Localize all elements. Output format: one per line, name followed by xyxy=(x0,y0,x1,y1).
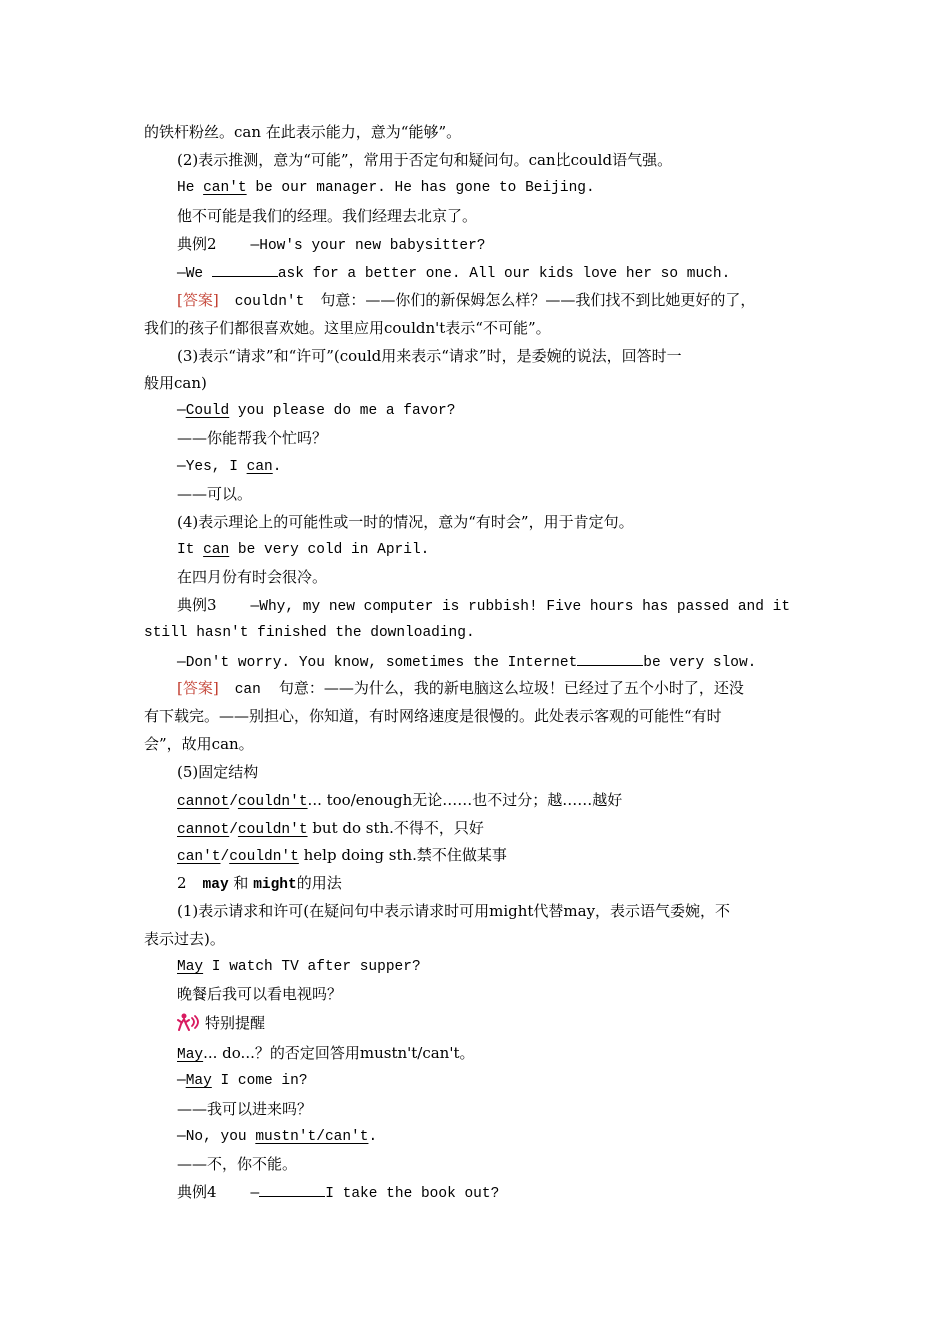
text-line xyxy=(144,318,551,338)
text-span: —Yes, I xyxy=(177,459,247,475)
text-span: —We xyxy=(177,266,212,282)
text-span: —Don't worry. You know, sometimes the Internet xyxy=(177,655,578,671)
fill-blank xyxy=(577,651,643,666)
keyword-underlined: mustn't/can't xyxy=(255,1129,369,1145)
text-span: be our manager. He has gone to Beijing. xyxy=(246,180,595,196)
text-span: He xyxy=(177,180,204,196)
text-line xyxy=(144,373,207,393)
example-sentence xyxy=(177,1127,377,1147)
text-span: 句意：——你们的新保姆怎么样？——我们找不到比她更好的了， xyxy=(320,291,756,309)
text-span: —Why, my new computer is rubbish! Five hours has passed and it xyxy=(250,599,791,615)
text-span: but do sth.不得不，只好 xyxy=(307,819,484,837)
example-sentence xyxy=(177,540,429,560)
text-span: ... too/enough无论……也不过分；越……越好 xyxy=(307,791,623,809)
fill-blank xyxy=(259,1182,325,1197)
text-span: / xyxy=(220,849,230,865)
translation-line xyxy=(177,1099,312,1119)
text-span: ... do...？的否定回答用mustn't/can't。 xyxy=(203,1044,475,1062)
text-span: — xyxy=(177,1073,186,1089)
example-label: 典例4 xyxy=(177,1183,217,1201)
fill-blank xyxy=(212,262,278,277)
keyword-underlined: May xyxy=(177,959,204,975)
translation-line xyxy=(177,484,252,504)
text-span: I take the book out? xyxy=(325,1186,500,1202)
text-span: 会”，故用can。 xyxy=(144,735,254,753)
text-span: It xyxy=(177,542,204,558)
example-label: 典例3 xyxy=(177,596,217,614)
keyword-underlined: can't xyxy=(177,849,221,865)
keyword-underlined: May xyxy=(177,1047,204,1063)
text-span: ——可以。 xyxy=(177,485,253,503)
example-label: 典例2 xyxy=(177,235,217,253)
example-question xyxy=(144,623,475,643)
text-span: / xyxy=(229,794,238,810)
translation-line xyxy=(177,1154,297,1174)
text-span: still hasn't finished the downloading. xyxy=(144,625,475,641)
example-question xyxy=(177,262,730,284)
example-question xyxy=(177,595,790,617)
text-span: may xyxy=(202,877,229,893)
text-span: 我们的孩子们都很喜欢她。这里应用couldn't表示“不可能”。 xyxy=(144,319,551,337)
fixed-structure xyxy=(177,790,622,812)
text-span: (2)表示推测，意为“可能”，常用于否定句和疑问句。can比could语气强。 xyxy=(177,151,673,169)
example-question xyxy=(177,234,486,256)
tip-heading xyxy=(177,1013,265,1033)
text-span: (4)表示理论上的可能性或一时的情况，意为“有时会”，用于肯定句。 xyxy=(177,513,634,531)
keyword-underlined: cannot xyxy=(177,794,230,810)
section-number: 2 xyxy=(177,874,187,892)
text-span: (1)表示请求和许可(在疑问句中表示请求时可用might代替may，表示语气委婉，不 xyxy=(177,902,731,920)
text-span: help doing sth.禁不住做某事 xyxy=(298,846,507,864)
keyword-underlined: can xyxy=(203,542,230,558)
section-heading xyxy=(177,762,258,782)
text-span: ——我可以进来吗？ xyxy=(177,1100,313,1118)
keyword-underlined: cannot xyxy=(177,822,230,838)
section-heading xyxy=(177,150,672,170)
text-span: . xyxy=(368,1129,378,1145)
translation-line xyxy=(177,567,327,587)
translation-line xyxy=(177,984,342,1004)
example-sentence xyxy=(177,457,281,477)
text-span: I watch TV after supper? xyxy=(203,959,421,975)
section-heading xyxy=(177,512,634,532)
text-span: 在四月份有时会很冷。 xyxy=(177,568,328,586)
text-span: 句意：——为什么，我的新电脑这么垃圾！已经过了五个小时了，还没 xyxy=(278,679,744,697)
text-span: be very slow. xyxy=(643,655,757,671)
text-span: ask for a better one. All our kids love her so much. xyxy=(277,266,731,282)
text-line xyxy=(144,929,225,949)
text-span: . xyxy=(272,459,282,475)
keyword-underlined: May xyxy=(185,1073,212,1089)
example-question xyxy=(177,1182,499,1204)
keyword-underlined: couldn't xyxy=(229,849,299,865)
answer-line xyxy=(177,678,744,700)
text-line xyxy=(144,122,461,142)
text-span: 晚餐后我可以看电视吗？ xyxy=(177,985,343,1003)
text-span: — xyxy=(177,403,186,419)
answer-line xyxy=(177,290,755,312)
example-sentence xyxy=(177,401,455,421)
translation-line xyxy=(177,428,327,448)
fixed-structure xyxy=(177,818,484,840)
example-sentence xyxy=(177,957,421,977)
answer-label: [答案] xyxy=(177,679,219,697)
text-span: I come in? xyxy=(211,1073,308,1089)
text-span: 表示过去)。 xyxy=(144,930,225,948)
keyword-underlined: can xyxy=(246,459,273,475)
answer-value: couldn't xyxy=(234,294,305,310)
fixed-structure xyxy=(177,845,507,867)
section-heading xyxy=(177,901,730,921)
text-span: 和 xyxy=(228,874,254,892)
section-heading xyxy=(177,346,682,366)
example-sentence xyxy=(177,178,595,198)
text-span: —No, you xyxy=(177,1129,256,1145)
tip-line xyxy=(177,1043,475,1065)
person-alert-icon xyxy=(177,1013,201,1031)
keyword-underlined: Could xyxy=(185,403,230,419)
answer-label: [答案] xyxy=(177,291,219,309)
text-line xyxy=(144,734,254,754)
example-sentence xyxy=(177,1071,308,1091)
text-span: ——你能帮我个忙吗？ xyxy=(177,429,328,447)
text-span: — xyxy=(250,1186,260,1202)
text-span: 般用can) xyxy=(144,374,207,392)
keyword-underlined: can't xyxy=(203,180,247,196)
text-line xyxy=(144,706,722,726)
text-span: 的铁杆粉丝。can 在此表示能力，意为“能够”。 xyxy=(144,123,462,141)
text-span: 他不可能是我们的经理。我们经理去北京了。 xyxy=(177,207,478,225)
section-title xyxy=(177,873,342,895)
text-span: (5)固定结构 xyxy=(177,763,259,781)
text-span: (3)表示“请求”和“许可”(could用来表示“请求”时，是委婉的说法，回答时一 xyxy=(177,347,682,365)
answer-value: can xyxy=(234,682,261,698)
text-span: / xyxy=(229,822,238,838)
text-span: 特别提醒 xyxy=(205,1014,266,1032)
text-span: might xyxy=(253,877,297,893)
text-span: ——不，你不能。 xyxy=(177,1155,298,1173)
example-question xyxy=(177,651,756,673)
text-span: you please do me a favor? xyxy=(229,403,456,419)
text-span: be very cold in April. xyxy=(229,542,430,558)
keyword-underlined: couldn't xyxy=(237,822,308,838)
text-span: 的用法 xyxy=(296,874,342,892)
text-span: —How's your new babysitter? xyxy=(250,238,486,254)
keyword-underlined: couldn't xyxy=(237,794,308,810)
translation-line xyxy=(177,206,477,226)
text-span: 有下载完。——别担心，你知道，有时网络速度是很慢的。此处表示客观的可能性“有时 xyxy=(144,707,722,725)
